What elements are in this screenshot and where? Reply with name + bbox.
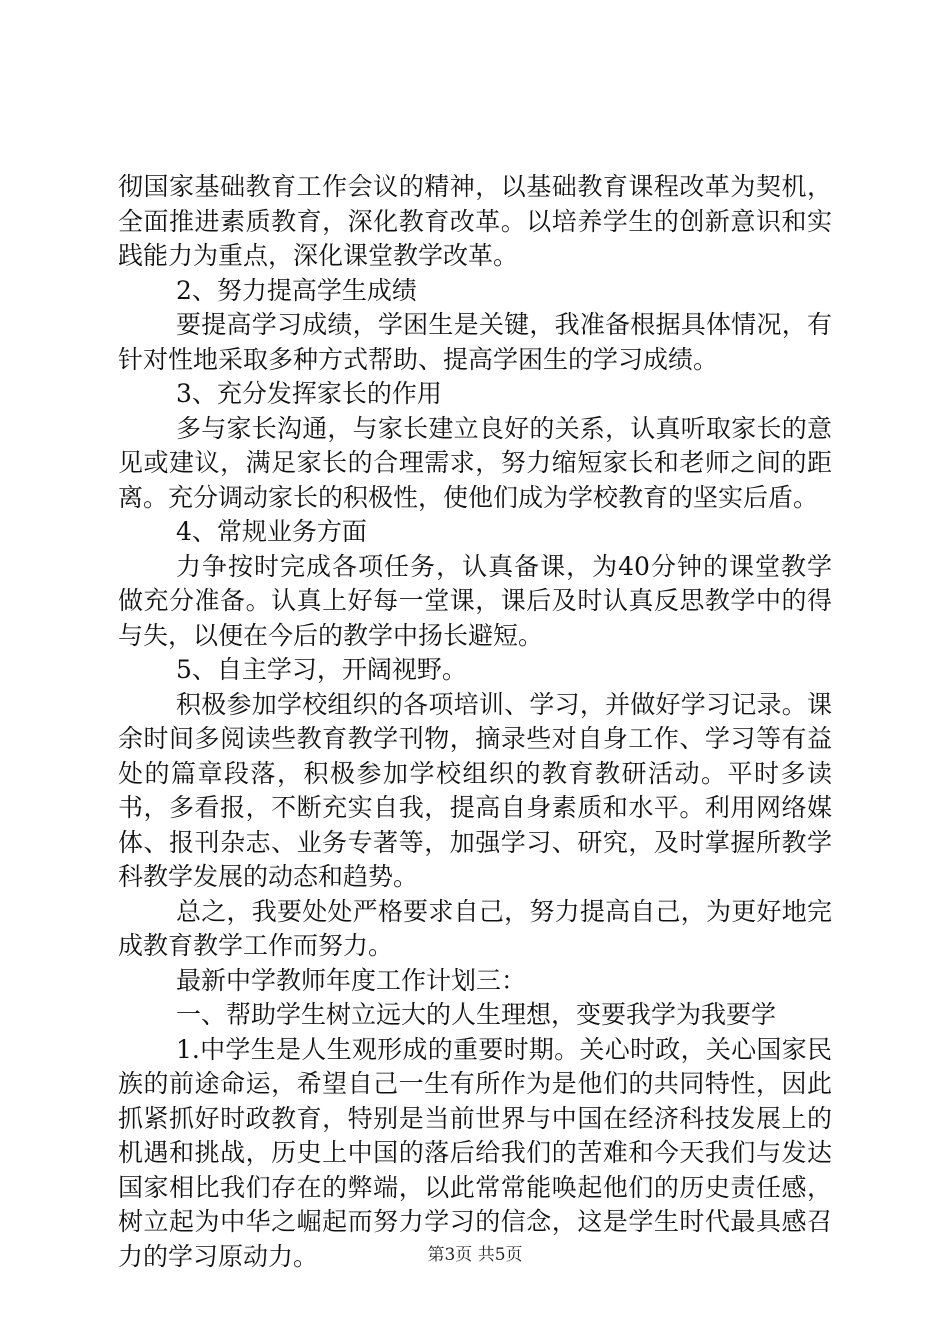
section-heading: 3、充分发挥家长的作用: [176, 379, 442, 408]
plan-title: 最新中学教师年度工作计划三：: [176, 965, 527, 995]
paragraph: 要提高学习成绩，学困生是关键，我准备根据具体情况，有针对性地采取多种方式帮助、提高学困生的学习成绩。: [118, 310, 832, 374]
paragraph: 积极参加学校组织的各项培训、学习，并做好学习记录。课余时间多阅读些教育教学刊物，摘录些对自身工作、学习等有益处的篇章段落，积极参加学校组织的教育教研活动。平时多读书，多看报，不断充实自我，提高自身素质和水平。利用网络媒体、报刊杂志、业务专著等，加强学习、研究，及时掌握所教学科教学发展的动态和趋势。: [118, 689, 832, 891]
paragraph: 力争按时完成各项任务，认真备课，为40分钟的课堂教学做充分准备。认真上好每一堂课，课后及时认真反思教学中的得与失，以便在今后的教学中扬长避短。: [118, 551, 832, 650]
paragraph: 彻国家基础教育工作会议的精神，以基础教育课程改革为契机，全面推进素质教育，深化教育改革。以培养学生的创新意识和实践能力为重点，深化课堂教学改革。: [118, 172, 832, 270]
section-heading: 5、自主学习，开阔视野。: [176, 655, 467, 684]
document-body: [118, 170, 832, 1274]
page-number: 第3页 共5页: [427, 1245, 523, 1265]
paragraph: 多与家长沟通，与家长建立良好的关系，认真听取家长的意见或建议，满足家长的合理需求，努力缩短家长和老师之间的距离。充分调动家长的积极性，使他们成为学校教育的坚实后盾。: [118, 413, 832, 512]
section-heading: 4、常规业务方面: [176, 517, 367, 546]
paragraph: 1.中学生是人生观形成的重要时期。关心时政，关心国家民族的前途命运，希望自己一生有所作为是他们的共同特性，因此抓紧抓好时政教育，特别是当前世界与中国在经济科技发展上的机遇和挑战，历史上中国的落后给我们的苦难和今天我们与发达国家相比我们存在的弊端，以此常常能唤起他们的历史责任感，树立起为中华之崛起而努力学习的信念，这是学生时代最具感召力的学习原动力。: [118, 1034, 832, 1271]
section-heading: 一、帮助学生树立远大的人生理想，变要我学为我要学: [176, 1000, 777, 1029]
section-heading: 2、努力提高学生成绩: [176, 275, 417, 305]
paragraph: 总之，我要处处严格要求自己，努力提高自己，为更好地完成教育教学工作而努力。: [118, 896, 832, 960]
